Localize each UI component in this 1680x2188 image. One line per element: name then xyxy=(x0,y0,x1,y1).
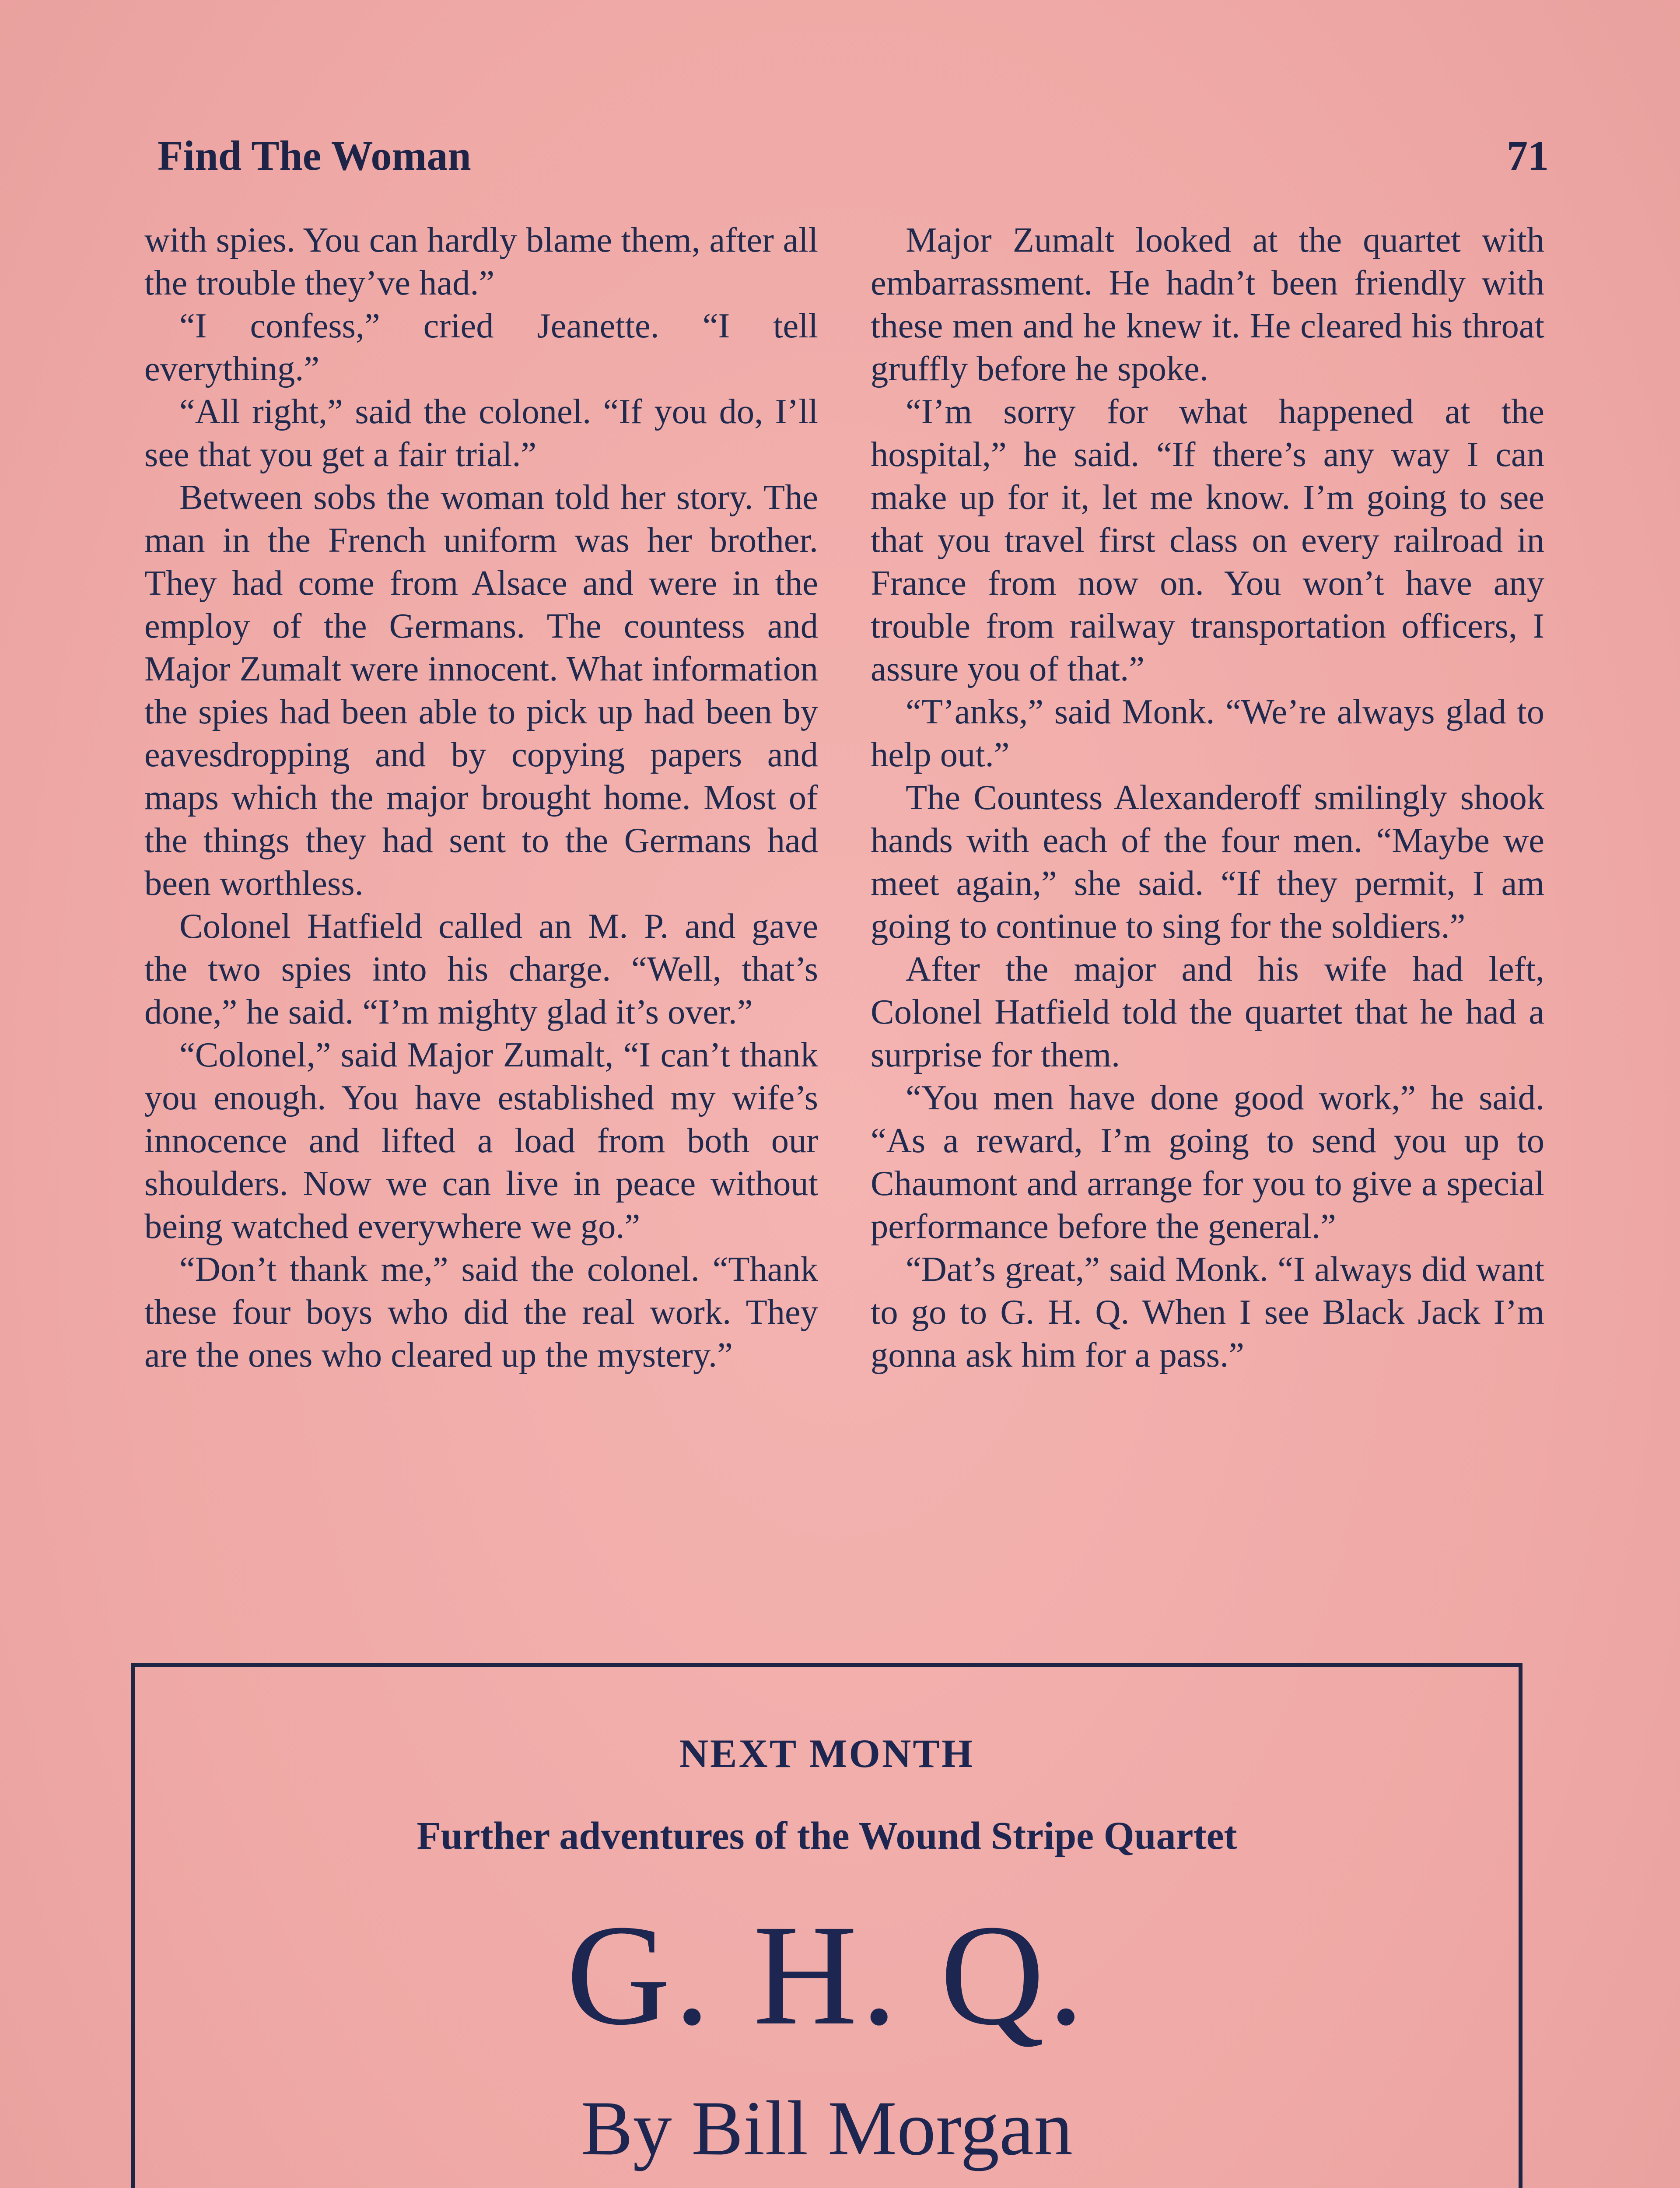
paragraph: “I confess,” cried Jeanette. “I tell everything.” xyxy=(144,306,818,388)
paragraph: “Dat’s great,” said Monk. “I always did want to go to G. H. Q. When I see Black Jack I’m gonna ask him for a pass.” xyxy=(871,1250,1544,1375)
left-text-column xyxy=(144,219,818,1377)
paragraph: “You men have done good work,” he said. “As a reward, I’m going to send you up to Chaumont and arrange for you to give a special performance before the general.” xyxy=(871,1078,1544,1246)
paragraph: The Countess Alexanderoff smilingly shook hands with each of the four men. “Maybe we meet again,” she said. “If they permit, I am going to continue to sing for the soldiers.” xyxy=(871,778,1544,946)
paragraph: “Don’t thank me,” said the colonel. “Thank these four boys who did the real work. They are the ones who cleared up the mystery.” xyxy=(144,1250,818,1375)
paragraph: After the major and his wife had left, Colonel Hatfield told the quartet that he had a surprise for them. xyxy=(871,950,1544,1074)
running-header xyxy=(158,131,1549,188)
ad-byline: By Bill Morgan xyxy=(581,2085,1073,2171)
paragraph: Colonel Hatfield called an M. P. and gave the two spies into his charge. “Well, that’s done,” he said. “I’m mighty glad it’s over.” xyxy=(144,907,818,1031)
page-number: 71 xyxy=(1507,132,1549,179)
ad-subtitle: Further adventures of the Wound Stripe Quartet xyxy=(416,1814,1237,1858)
paragraph: Major Zumalt looked at the quartet with embarrassment. He hadn’t been friendly with these men and he knew it. He cleared his throat gruffly before he spoke. xyxy=(871,221,1544,388)
paragraph: “T’anks,” said Monk. “We’re always glad to help out.” xyxy=(871,692,1544,774)
ad-story-title: G. H. Q. xyxy=(566,1895,1088,2055)
paragraph: “All right,” said the colonel. “If you do, I’ll see that you get a fair trial.” xyxy=(144,392,818,474)
next-month-advertisement xyxy=(131,1663,1522,2188)
paragraph: with spies. You can hardly blame them, after all the trouble they’ve had.” xyxy=(144,221,818,302)
right-text-column xyxy=(871,219,1544,1377)
paragraph: “I’m sorry for what happened at the hospital,” he said. “If there’s any way I can make up for it, let me know. I’m going to see that you travel first class on every railroad in France from now on. You won’t have any trouble from railway transportation officers, I assure you of that.” xyxy=(871,392,1544,688)
ad-kicker: NEXT MONTH xyxy=(679,1731,975,1776)
running-title: Find The Woman xyxy=(158,132,471,179)
paragraph: Between sobs the woman told her story. The man in the French uniform was her brother. They had come from Alsace and were in the employ of the Germans. The countess and Major Zumalt were innocent. What information the spies had been able to pick up had been by eavesdropping and by copying papers and maps which the major brought home. Most of the things they had sent to the Germans had been worthless. xyxy=(144,478,818,903)
paragraph: “Colonel,” said Major Zumalt, “I can’t thank you enough. You have established my wife’s innocence and lifted a load from both our shoulders. Now we can live in peace without being watched everywhere we go.” xyxy=(144,1035,818,1246)
